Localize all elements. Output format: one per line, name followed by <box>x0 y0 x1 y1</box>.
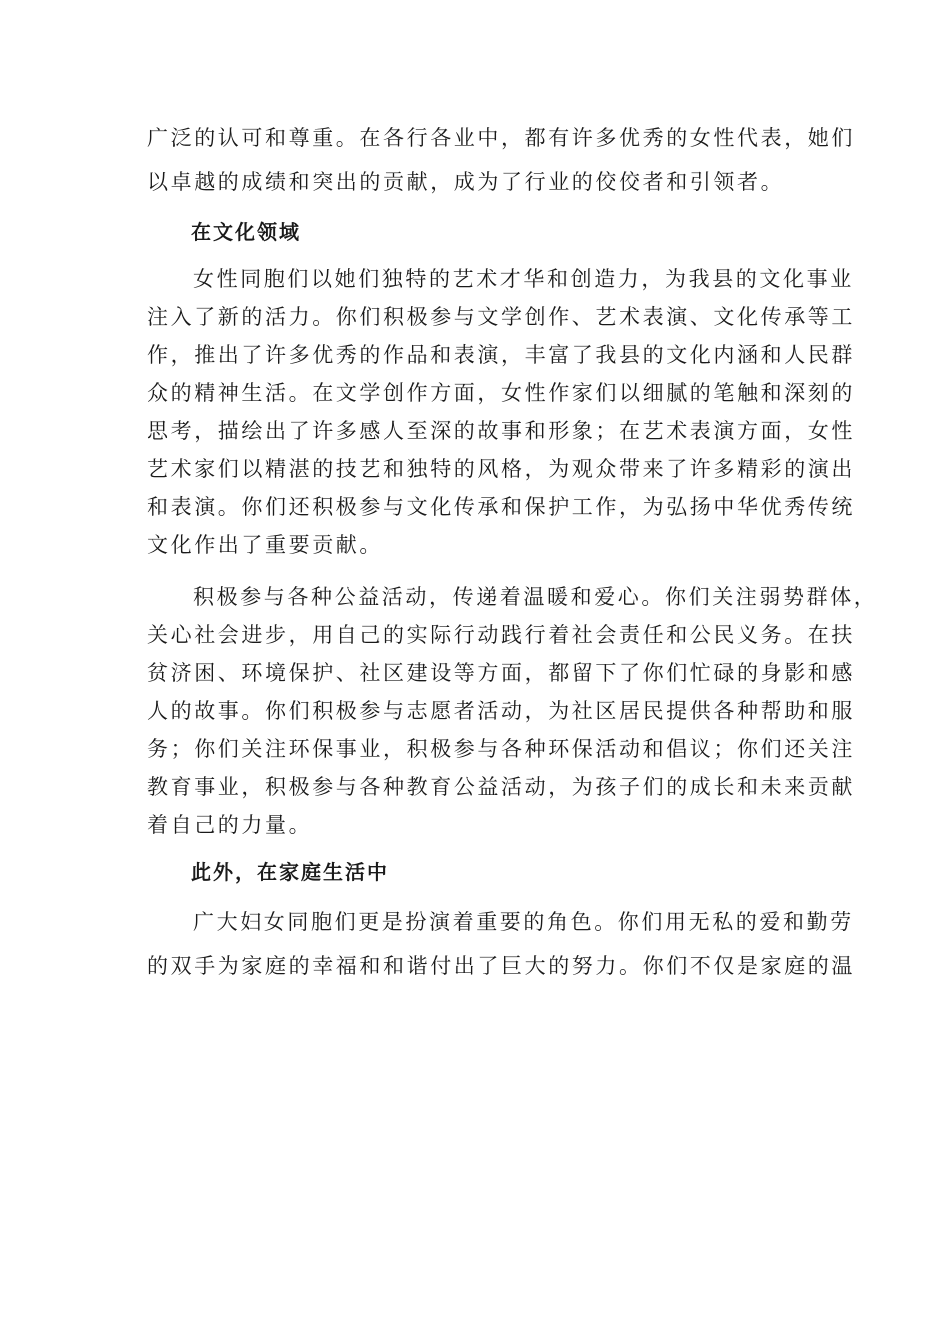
text-line: 思考，描绘出了许多感人至深的故事和形象；在艺术表演方面，女性 <box>147 419 855 443</box>
intro-paragraph <box>147 116 855 204</box>
text-line: 众的精神生活。在文学创作方面，女性作家们以细腻的笔触和深刻的 <box>147 381 855 405</box>
text-line: 以卓越的成绩和突出的贡献，成为了行业的佼佼者和引领者。 <box>147 170 785 194</box>
section-heading-culture: 在文化领域 <box>191 220 301 244</box>
text-line: 人的故事。你们积极参与志愿者活动，为社区居民提供各种帮助和服 <box>147 699 855 723</box>
text-line: 文化作出了重要贡献。 <box>147 533 383 557</box>
text-line: 着自己的力量。 <box>147 813 313 837</box>
document-page <box>147 116 878 988</box>
text-line: 注入了新的活力。你们积极参与文学创作、艺术表演、文化传承等工 <box>147 305 855 329</box>
section-heading-family: 此外，在家庭生活中 <box>191 860 389 884</box>
family-paragraph <box>147 900 855 988</box>
text-line: 作，推出了许多优秀的作品和表演，丰富了我县的文化内涵和人民群 <box>147 343 855 367</box>
text-line: 教育事业，积极参与各种教育公益活动，为孩子们的成长和未来贡献 <box>147 775 855 799</box>
charity-paragraph <box>147 578 878 844</box>
text-line: 务；你们关注环保事业，积极参与各种环保活动和倡议；你们还关注 <box>147 737 855 761</box>
text-line: 积极参与各种公益活动，传递着温暖和爱心。你们关注弱势群体， <box>193 585 878 609</box>
text-line: 的双手为家庭的幸福和和谐付出了巨大的努力。你们不仅是家庭的温 <box>147 954 855 978</box>
text-line: 广大妇女同胞们更是扮演着重要的角色。你们用无私的爱和勤劳 <box>193 910 854 934</box>
text-line: 广泛的认可和尊重。在各行各业中，都有许多优秀的女性代表，她们 <box>147 126 855 150</box>
text-line: 和表演。你们还积极参与文化传承和保护工作，为弘扬中华优秀传统 <box>147 495 855 519</box>
text-line: 关心社会进步，用自己的实际行动践行着社会责任和公民义务。在扶 <box>147 623 855 647</box>
text-line: 贫济困、环境保护、社区建设等方面，都留下了你们忙碌的身影和感 <box>147 661 855 685</box>
culture-paragraph <box>147 260 855 564</box>
text-line: 女性同胞们以她们独特的艺术才华和创造力，为我县的文化事业 <box>193 267 854 291</box>
text-line: 艺术家们以精湛的技艺和独特的风格，为观众带来了许多精彩的演出 <box>147 457 855 481</box>
